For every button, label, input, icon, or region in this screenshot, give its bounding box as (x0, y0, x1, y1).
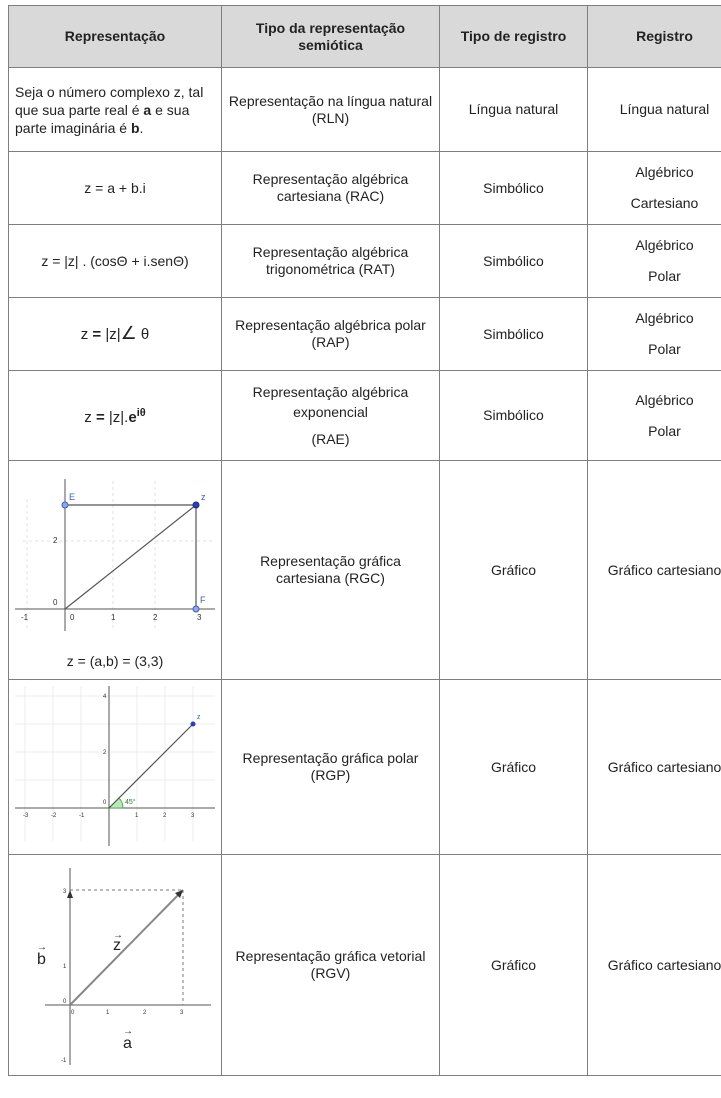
register-type: Simbólico (440, 298, 588, 371)
rep-formula: z = |z|∠ θ (9, 298, 222, 371)
y-tick-label: 0 (63, 999, 67, 1005)
point-z (193, 502, 199, 508)
point-f (193, 606, 199, 612)
register: Algébrico Cartesiano (588, 152, 721, 225)
x-tick-label: 3 (180, 1010, 184, 1016)
point-e (62, 502, 68, 508)
x-tick-label: 3 (197, 612, 202, 622)
register: Algébrico Polar (588, 371, 721, 461)
x-tick-label: 3 (191, 813, 195, 819)
table-row (9, 298, 721, 371)
graph-caption: z = (a,b) = (3,3) (66, 652, 164, 669)
header-tipo-representacao: Tipo da representação semiótica (222, 6, 440, 68)
vector-b-arrow-mark: → (37, 942, 47, 953)
y-tick-label: 2 (103, 750, 107, 756)
vector-a-label: a (123, 1035, 132, 1052)
y-arrow-icon (67, 890, 73, 898)
header-representacao: Representação (9, 6, 222, 68)
rep-formula: $z = |z|.e^{i\theta}$ (9, 371, 222, 461)
vector-z-line (70, 890, 183, 1005)
table-row (9, 225, 721, 298)
rep-type: Representação algébrica polar (RAP) (222, 298, 440, 371)
table-row (9, 680, 721, 855)
angle-icon: ∠ (120, 323, 137, 343)
origin-label: 0 (53, 597, 58, 607)
point-e-label: E (69, 491, 76, 502)
x-tick-label: 0 (71, 1010, 75, 1016)
register-type: Simbólico (440, 152, 588, 225)
rep-type: Representação gráfica polar (RGP) (222, 680, 440, 855)
rep-type: Representação na língua natural (RLN) (222, 68, 440, 152)
x-tick-label: -1 (79, 813, 85, 819)
y-tick-label: 1 (63, 964, 67, 970)
register-type: Língua natural (440, 68, 588, 152)
register: Gráfico cartesiano (588, 461, 721, 680)
register: Algébrico Polar (588, 225, 721, 298)
rep-formula: z = |z| . (cosΘ + i.senΘ) (9, 225, 222, 298)
vector-graph (15, 860, 215, 1070)
rep-type: Representação gráfica vetorial (RGV) (222, 855, 440, 1076)
rep-vector-graph (9, 855, 222, 1076)
register-type: Simbólico (440, 225, 588, 298)
x-tick-label: -2 (51, 813, 57, 819)
x-tick-label: 2 (143, 1010, 147, 1016)
table-row (9, 855, 721, 1076)
y-tick-label: 3 (63, 889, 67, 895)
point-z-label: z (197, 714, 201, 721)
rep-type: Representação algébrica exponencial (RAE) (222, 371, 440, 461)
rep-natural-language: Seja o número complexo z, tal que sua parte real é a e sua parte imaginária é b. (9, 68, 222, 152)
table-header-row (9, 6, 721, 68)
rep-type: Representação gráfica cartesiana (RGC) (222, 461, 440, 680)
register: Gráfico cartesiano (588, 680, 721, 855)
rep-polar-graph (9, 680, 222, 855)
rep-type: Representação algébrica trigonométrica (RAT) (222, 225, 440, 298)
register-type: Gráfico (440, 855, 588, 1076)
x-tick-label: 0 (103, 800, 107, 806)
representations-table (8, 5, 721, 1076)
register-type: Gráfico (440, 461, 588, 680)
x-tick-label: 0 (70, 612, 75, 622)
rep-cartesian-graph (9, 461, 222, 680)
x-tick-label: 1 (111, 612, 116, 622)
table-row (9, 68, 721, 152)
table-row (9, 461, 721, 680)
rep-formula: z = a + b.i (9, 152, 222, 225)
vector-b-label: b (37, 951, 46, 968)
vector-z-label: z (113, 937, 121, 954)
point-z-label: z (201, 491, 206, 502)
register: Língua natural (588, 68, 721, 152)
x-tick-label: -1 (21, 612, 29, 622)
vector-z (109, 724, 193, 808)
x-tick-label: 1 (106, 1010, 110, 1016)
x-tick-label: 1 (135, 813, 139, 819)
table-row (9, 152, 721, 225)
header-registro: Registro (588, 6, 721, 68)
y-tick-label: -1 (61, 1058, 67, 1064)
vector-z-arrow-mark: → (113, 930, 123, 941)
polar-graph (15, 686, 215, 848)
register-type: Gráfico (440, 680, 588, 855)
register-type: Simbólico (440, 371, 588, 461)
cartesian-graph (15, 471, 215, 651)
segment-origin-z (65, 505, 196, 609)
angle-label: 45° (125, 799, 136, 806)
vector-a-arrow-mark: → (123, 1026, 133, 1037)
point-z (191, 722, 196, 727)
y-tick-label: 4 (103, 694, 107, 700)
rep-type: Representação algébrica cartesiana (RAC) (222, 152, 440, 225)
table-row (9, 371, 721, 461)
register: Gráfico cartesiano (588, 855, 721, 1076)
y-tick-label: 2 (53, 535, 58, 545)
x-tick-label: 2 (163, 813, 167, 819)
point-f-label: F (200, 594, 206, 605)
x-tick-label: 2 (153, 612, 158, 622)
register: Algébrico Polar (588, 298, 721, 371)
x-tick-label: -3 (23, 813, 29, 819)
header-tipo-registro: Tipo de registro (440, 6, 588, 68)
